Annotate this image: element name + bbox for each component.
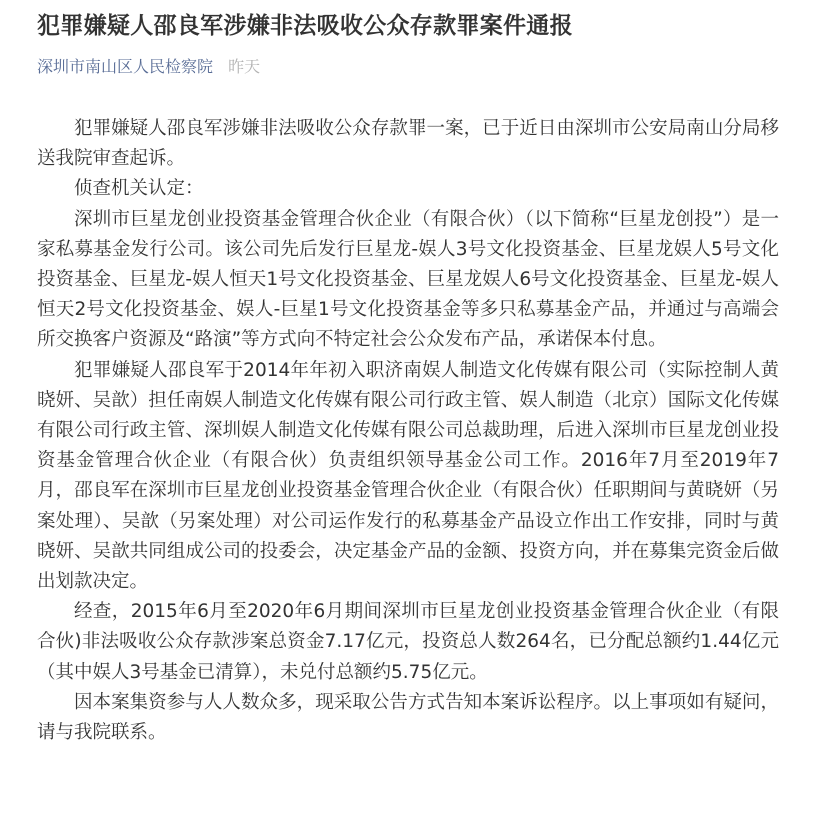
- article-meta: [37, 55, 260, 79]
- article-title: 犯罪嫌疑人邵良军涉嫌非法吸收公众存款罪案件通报: [37, 13, 573, 39]
- paragraph-notice: 因本案集资参与人人数众多，现采取公告方式告知本案诉讼程序。以上事项如有疑问，请与我院联系。: [37, 691, 779, 744]
- account-name-link[interactable]: 深圳市南山区人民检察院: [37, 57, 214, 76]
- publish-date: 昨天: [228, 57, 261, 76]
- paragraph-findings: 经查，2015年6月至2020年6月期间深圳市巨星龙创业投资基金管理合伙企业（有限合伙)非法吸收公众存款涉案总资金7.17亿元，投资总人数264名，已分配总额约1.44亿元（其中娱人3号基金已清算），未兑付总额约5.75亿元。: [37, 601, 779, 683]
- paragraph-company-background: 深圳市巨星龙创业投资基金管理合伙企业（有限合伙）（以下简称“巨星龙创投”）是一家私募基金发行公司。该公司先后发行巨星龙-娱人3号文化投资基金、巨星龙娱人5号文化投资基金、巨星龙-娱人恒天1号文化投资基金、巨星龙娱人6号文化投资基金、巨星龙-娱人恒天2号文化投资基金、娱人-巨星1号文化投资基金等多只私募基金产品，并通过与高端会所交换客户资源及“路演”等方式向不特定社会公众发布产品，承诺保本付息。: [37, 208, 779, 351]
- paragraph-intro: 犯罪嫌疑人邵良军涉嫌非法吸收公众存款罪一案，已于近日由深圳市公安局南山分局移送我院审查起诉。: [37, 118, 779, 170]
- paragraph-investigation-heading: 侦查机关认定：: [74, 178, 204, 200]
- article-content: [37, 114, 779, 748]
- paragraph-suspect-role: 犯罪嫌疑人邵良军于2014年年初入职济南娱人制造文化传媒有限公司（实际控制人黄晓妍、吴歆）担任南娱人制造文化传媒有限公司行政主管、娱人制造（北京）国际文化传媒有限公司行政主管、深圳娱人制造文化传媒有限公司总裁助理，后进入深圳市巨星龙创业投资基金管理合伙企业（有限合伙）负责组织领导基金公司工作。2016年7月至2019年7月，邵良军在深圳市巨星龙创业投资基金管理合伙企业（有限合伙）任职期间与黄晓妍（另案处理）、吴歆（另案处理）对公司运作发行的私募基金产品设立作出工作安排，同时与黄晓妍、吴歆共同组成公司的投委会，决定基金产品的金额、投资方向，并在募集完资金后做出划款决定。: [37, 359, 779, 593]
